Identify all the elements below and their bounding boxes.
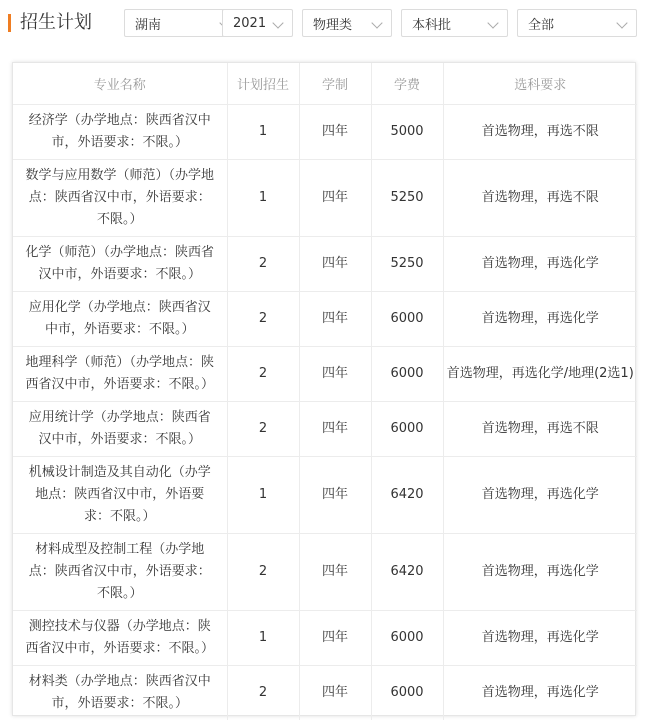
enrollment-plan-table xyxy=(12,62,636,716)
category-select-value: 全部 xyxy=(528,17,555,33)
chevron-down-icon xyxy=(616,17,627,28)
fee-cell: 5250 xyxy=(371,236,443,291)
province-select-value: 湖南 xyxy=(135,17,162,33)
duration-cell: 四年 xyxy=(299,104,371,159)
requirement-cell: 首选物理，再选不限 xyxy=(443,401,637,456)
column-header-plan: 计划招生 xyxy=(227,63,299,104)
column-header-major: 专业名称 xyxy=(13,63,227,104)
requirement-cell: 首选物理，再选不限 xyxy=(443,104,637,159)
plan-cell: 1 xyxy=(227,104,299,159)
plan-cell: 1 xyxy=(227,610,299,665)
requirement-cell: 首选物理，再选化学 xyxy=(443,236,637,291)
page-title: 招生计划 xyxy=(20,12,92,33)
duration-cell: 四年 xyxy=(299,159,371,236)
duration-cell: 四年 xyxy=(299,665,371,720)
fee-cell: 6000 xyxy=(371,610,443,665)
fee-cell: 6420 xyxy=(371,533,443,610)
chevron-down-icon xyxy=(487,17,498,28)
plan-cell: 2 xyxy=(227,665,299,720)
chevron-down-icon xyxy=(272,17,283,28)
table-row xyxy=(13,401,637,456)
duration-cell: 四年 xyxy=(299,236,371,291)
category-select[interactable] xyxy=(517,9,637,37)
major-name-cell: 材料成型及控制工程（办学地点：陕西省汉中市，外语要求：不限。） xyxy=(13,533,227,610)
table-row xyxy=(13,456,637,533)
plan-cell: 1 xyxy=(227,159,299,236)
major-name-cell: 材料类（办学地点：陕西省汉中市，外语要求：不限。） xyxy=(28,673,211,711)
major-name-cell: 测控技术与仪器（办学地点：陕西省汉中市，外语要求：不限。） xyxy=(13,610,227,665)
major-name-cell: 经济学（办学地点：陕西省汉中市，外语要求：不限。） xyxy=(13,104,227,159)
column-header-requirement: 选科要求 xyxy=(443,63,637,104)
requirement-cell: 首选物理，再选化学 xyxy=(443,291,637,346)
requirement-cell: 首选物理，再选化学/地理(2选1) xyxy=(443,346,637,401)
fee-cell: 5000 xyxy=(371,104,443,159)
batch-select[interactable] xyxy=(401,9,508,37)
major-name-cell: 地理科学（师范）（办学地点：陕西省汉中市，外语要求：不限。） xyxy=(13,346,227,401)
duration-cell: 四年 xyxy=(299,610,371,665)
fee-cell: 6000 xyxy=(371,665,443,720)
fee-cell: 6000 xyxy=(371,401,443,456)
fee-cell: 5250 xyxy=(371,159,443,236)
fee-cell: 6000 xyxy=(371,291,443,346)
plan-cell: 2 xyxy=(227,533,299,610)
duration-cell: 四年 xyxy=(299,401,371,456)
major-name-cell: 应用统计学（办学地点：陕西省汉中市，外语要求：不限。） xyxy=(13,401,227,456)
requirement-cell: 首选物理，再选化学 xyxy=(443,456,637,533)
table-header-row xyxy=(13,63,637,104)
duration-cell: 四年 xyxy=(299,346,371,401)
duration-cell: 四年 xyxy=(299,533,371,610)
header xyxy=(0,0,647,44)
table-row xyxy=(13,291,637,346)
column-header-fee: 学费 xyxy=(371,63,443,104)
plan-cell: 2 xyxy=(227,401,299,456)
table-row xyxy=(13,236,637,291)
requirement-cell: 首选物理，再选不限 xyxy=(443,159,637,236)
chevron-down-icon xyxy=(371,17,382,28)
subject-type-select[interactable] xyxy=(302,9,392,37)
table-row xyxy=(13,610,637,665)
requirement-cell: 首选物理，再选化学 xyxy=(443,665,637,720)
duration-cell: 四年 xyxy=(299,291,371,346)
title-wrap xyxy=(8,10,92,36)
table-row xyxy=(13,159,637,236)
major-name-cell: 机械设计制造及其自动化（办学地点：陕西省汉中市，外语要求：不限。） xyxy=(13,456,227,533)
title-accent-bar xyxy=(8,14,11,32)
subject-type-select-value: 物理类 xyxy=(313,17,353,33)
column-header-duration: 学制 xyxy=(299,63,371,104)
table-row xyxy=(13,533,637,610)
table-row xyxy=(13,346,637,401)
year-select[interactable] xyxy=(222,9,293,37)
major-name-cell: 数学与应用数学（师范）（办学地点：陕西省汉中市，外语要求：不限。） xyxy=(13,159,227,236)
requirement-cell: 首选物理，再选化学 xyxy=(443,533,637,610)
major-name-cell: 应用化学（办学地点：陕西省汉中市，外语要求：不限。） xyxy=(13,291,227,346)
batch-select-value: 本科批 xyxy=(412,17,452,33)
plan-cell: 2 xyxy=(227,291,299,346)
fee-cell: 6420 xyxy=(371,456,443,533)
table-row xyxy=(13,104,637,159)
fee-cell: 6000 xyxy=(371,346,443,401)
plan-cell: 1 xyxy=(227,456,299,533)
table-row xyxy=(13,665,637,720)
requirement-cell: 首选物理，再选化学 xyxy=(443,610,637,665)
year-select-value: 2021 xyxy=(233,15,267,31)
plan-cell: 2 xyxy=(227,346,299,401)
plan-cell: 2 xyxy=(227,236,299,291)
duration-cell: 四年 xyxy=(299,456,371,533)
major-name-cell: 化学（师范）（办学地点：陕西省汉中市，外语要求：不限。） xyxy=(13,236,227,291)
